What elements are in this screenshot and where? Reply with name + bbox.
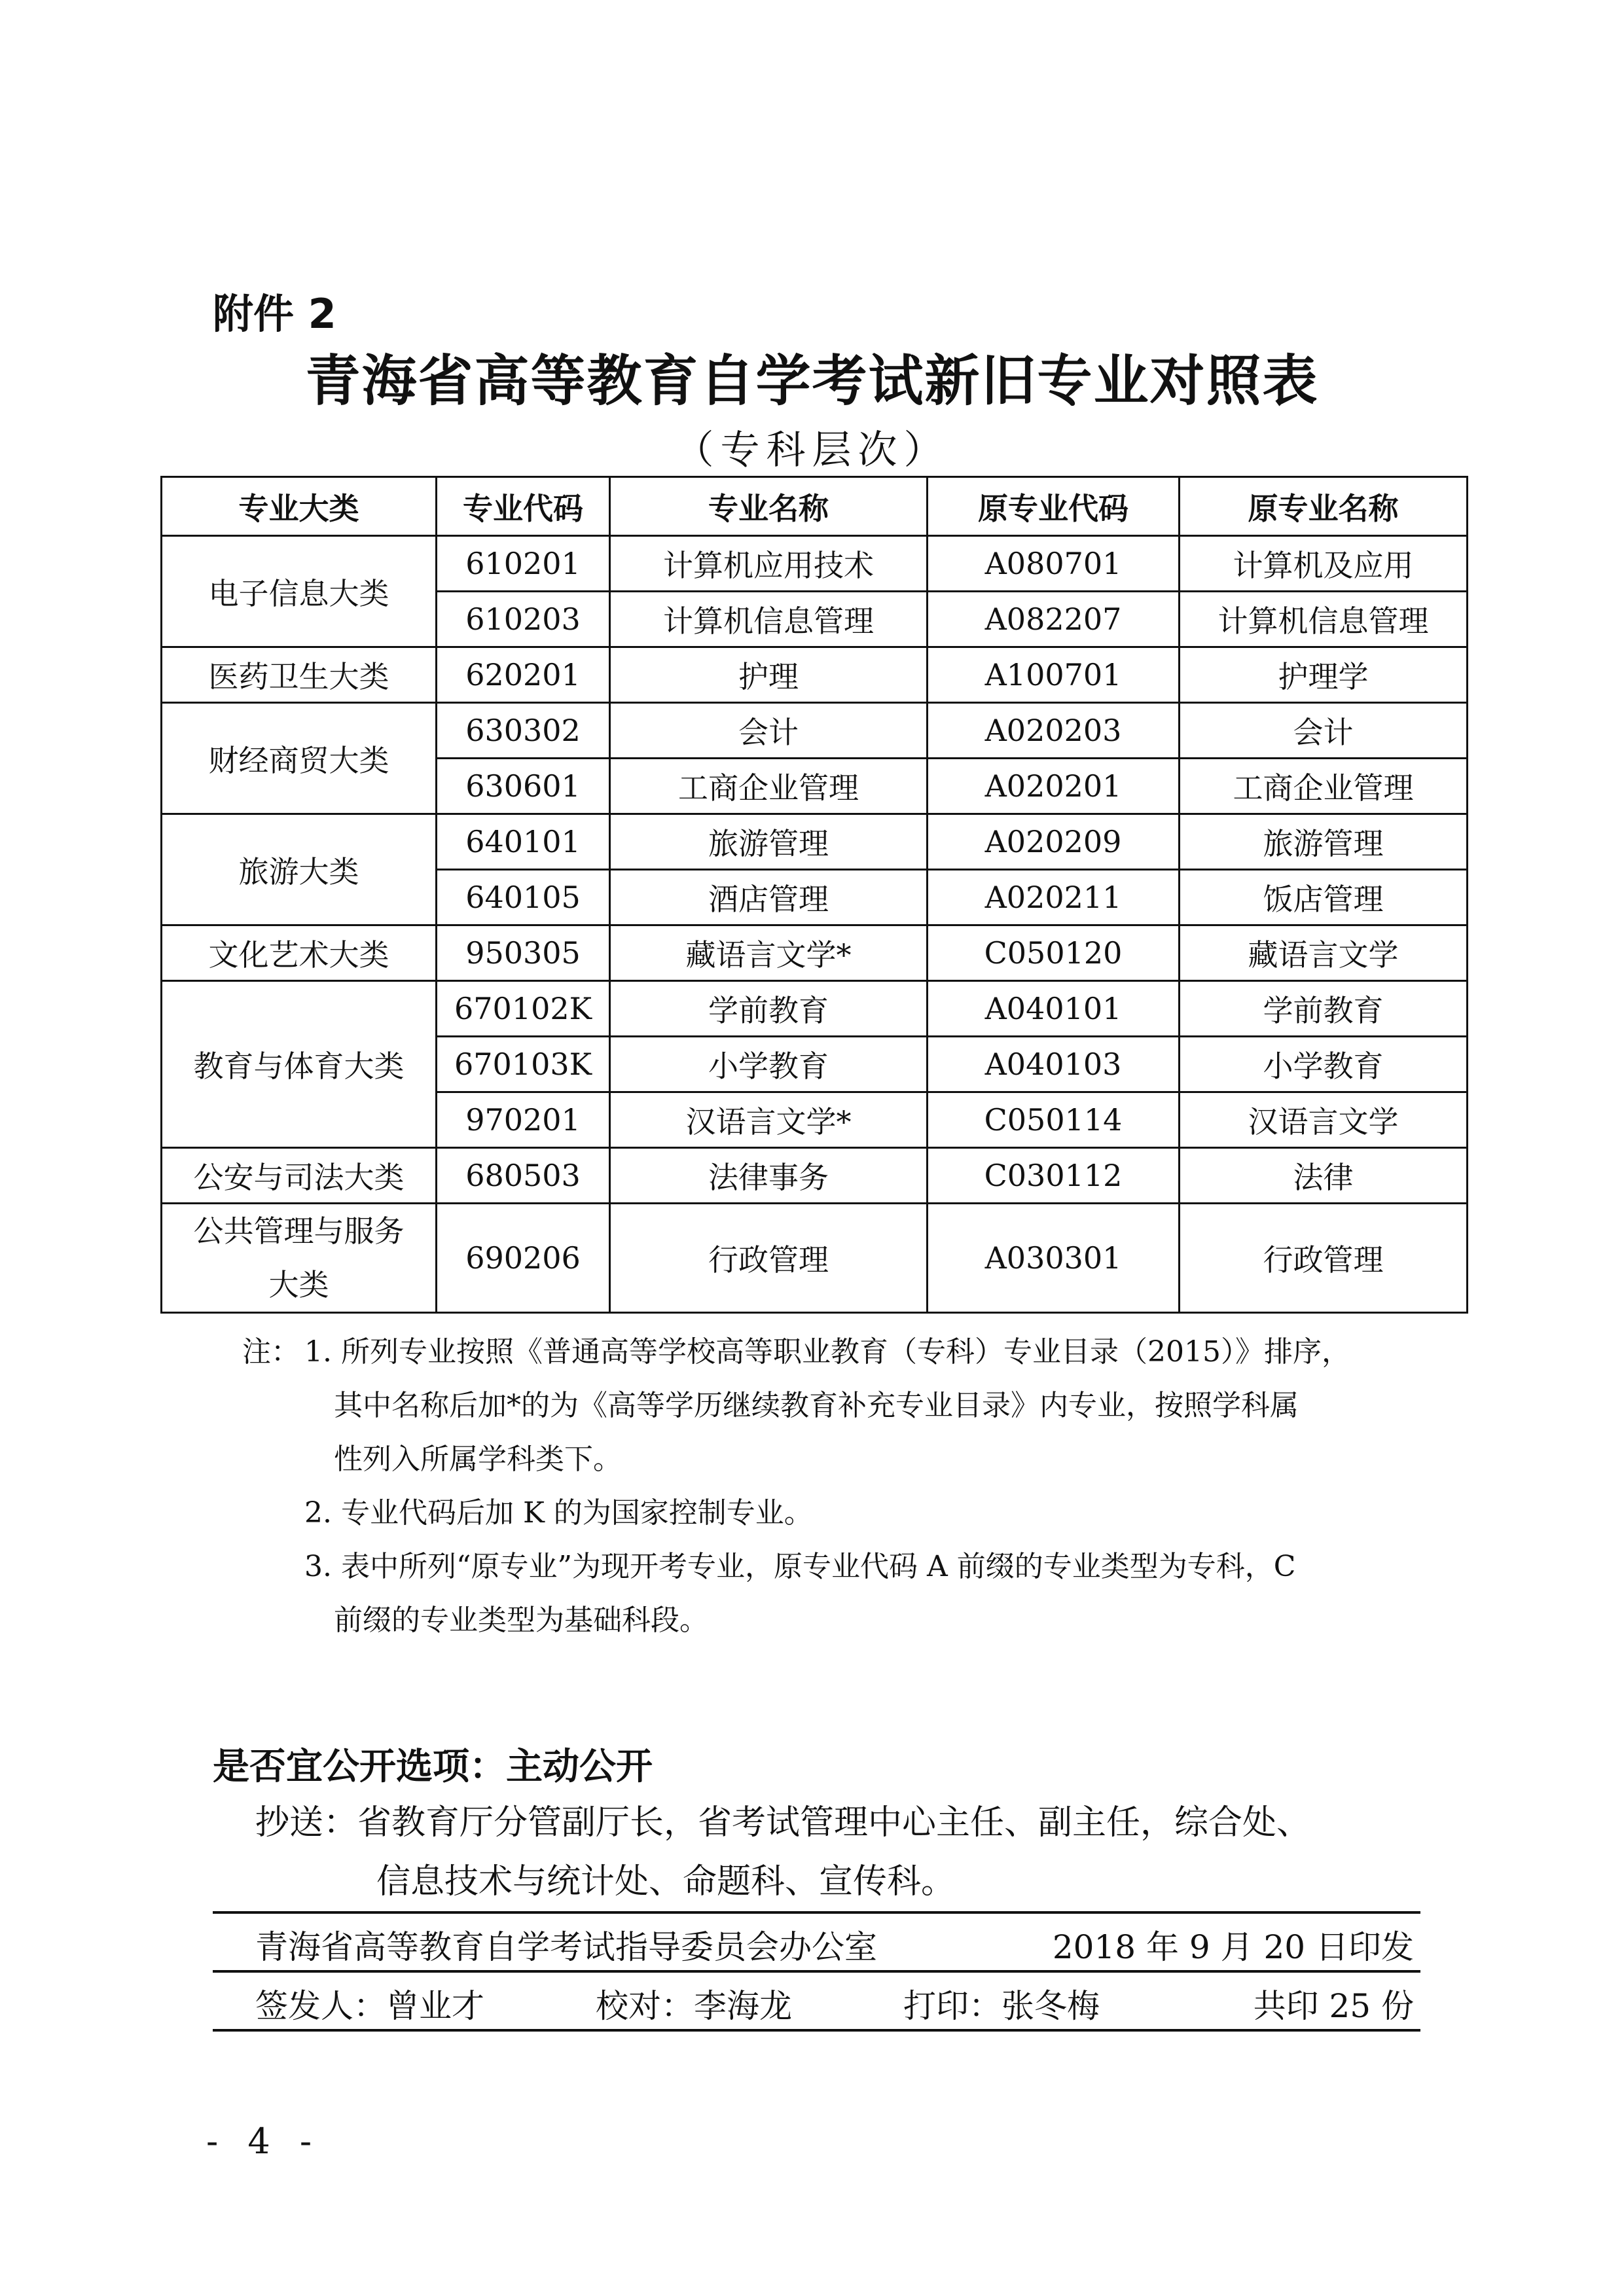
cc-line-2: 信息技术与统计处、命题科、宣传科。 — [376, 1862, 956, 1901]
major-name-cell: 汉语言文学* — [610, 1092, 928, 1148]
attachment-label: 附件 2 — [213, 290, 336, 338]
old-name-cell: 工商企业管理 — [1180, 759, 1468, 814]
major-code-cell: 610201 — [437, 536, 610, 592]
table-notes — [242, 1325, 1420, 1647]
note-3-line-2: 前缀的专业类型为基础科段。 — [334, 1604, 708, 1637]
note-1-line-2: 其中名称后加*的为《高等学历继续教育补充专业目录》内专业，按照学科属 — [334, 1389, 1299, 1422]
table-header-row — [162, 477, 1468, 536]
proofreader: 校对：李海龙 — [596, 1987, 792, 2025]
old-code-cell: C050114 — [928, 1092, 1180, 1148]
major-code-cell: 690206 — [437, 1204, 610, 1313]
printer: 打印：张冬梅 — [903, 1987, 1100, 2025]
note-1-line-3: 性列入所属学科类下。 — [334, 1443, 622, 1476]
old-code-cell: A100701 — [928, 647, 1180, 703]
category-cell: 医药卫生大类 — [162, 647, 437, 703]
old-name-cell: 护理学 — [1180, 647, 1468, 703]
major-name-cell: 学前教育 — [610, 981, 928, 1037]
copies: 共印 25 份 — [1253, 1987, 1414, 2025]
issuer-line — [255, 1921, 1420, 1968]
cc-list — [255, 1793, 1466, 1911]
old-name-cell: 汉语言文学 — [1180, 1092, 1468, 1148]
old-code-cell: A030301 — [928, 1204, 1180, 1313]
major-code-cell: 630302 — [437, 703, 610, 759]
header-code: 专业代码 — [437, 477, 610, 536]
old-name-cell: 计算机及应用 — [1180, 536, 1468, 592]
old-code-cell: A080701 — [928, 536, 1180, 592]
old-code-cell: C050120 — [928, 925, 1180, 981]
divider-bottom — [213, 2029, 1420, 2032]
major-comparison-table — [160, 476, 1468, 1314]
header-old-name: 原专业名称 — [1180, 477, 1468, 536]
old-code-cell: A040103 — [928, 1037, 1180, 1092]
category-line-1: 公共管理与服务 — [193, 1213, 405, 1249]
old-name-cell: 计算机信息管理 — [1180, 592, 1468, 647]
major-code-cell: 620201 — [437, 647, 610, 703]
table-row — [162, 814, 1468, 870]
category-cell: 教育与体育大类 — [162, 981, 437, 1148]
note-3-line-1: 3. 表中所列“原专业”为现开考专业，原专业代码 A 前缀的专业类型为专科，C — [304, 1550, 1296, 1583]
table-row — [162, 703, 1468, 759]
old-code-cell: A020201 — [928, 759, 1180, 814]
major-name-cell: 小学教育 — [610, 1037, 928, 1092]
table-row — [162, 1148, 1468, 1204]
table-row — [162, 1204, 1468, 1313]
old-name-cell: 小学教育 — [1180, 1037, 1468, 1092]
major-name-cell: 法律事务 — [610, 1148, 928, 1204]
major-name-cell: 藏语言文学* — [610, 925, 928, 981]
major-code-cell: 670102K — [437, 981, 610, 1037]
notes-lead: 注： — [242, 1335, 300, 1369]
major-code-cell: 680503 — [437, 1148, 610, 1204]
issuer-name: 青海省高等教育自学考试指导委员会办公室 — [255, 1928, 877, 1966]
table-row — [162, 647, 1468, 703]
major-name-cell: 护理 — [610, 647, 928, 703]
header-old-code: 原专业代码 — [928, 477, 1180, 536]
major-name-cell: 会计 — [610, 703, 928, 759]
category-cell: 电子信息大类 — [162, 536, 437, 647]
major-name-cell: 计算机信息管理 — [610, 592, 928, 647]
table-row — [162, 536, 1468, 592]
header-name: 专业名称 — [610, 477, 928, 536]
page-number: - 4 - — [206, 2121, 321, 2162]
document-subtitle: （专科层次） — [674, 427, 950, 473]
old-name-cell: 行政管理 — [1180, 1204, 1468, 1313]
issue-date: 2018 年 9 月 20 日印发 — [1052, 1928, 1414, 1966]
category-cell: 文化艺术大类 — [162, 925, 437, 981]
major-code-cell: 950305 — [437, 925, 610, 981]
major-name-cell: 计算机应用技术 — [610, 536, 928, 592]
major-name-cell: 行政管理 — [610, 1204, 928, 1313]
old-name-cell: 法律 — [1180, 1148, 1468, 1204]
old-code-cell: A082207 — [928, 592, 1180, 647]
category-cell — [162, 1204, 437, 1313]
header-category: 专业大类 — [162, 477, 437, 536]
major-name-cell: 工商企业管理 — [610, 759, 928, 814]
note-1-line-1: 1. 所列专业按照《普通高等学校高等职业教育（专科）专业目录（2015）》排序， — [304, 1335, 1350, 1369]
table-row — [162, 925, 1468, 981]
major-code-cell: 670103K — [437, 1037, 610, 1092]
major-code-cell: 640101 — [437, 814, 610, 870]
old-name-cell: 学前教育 — [1180, 981, 1468, 1037]
old-code-cell: A020203 — [928, 703, 1180, 759]
category-cell: 公安与司法大类 — [162, 1148, 437, 1204]
major-name-cell: 旅游管理 — [610, 814, 928, 870]
old-name-cell: 饭店管理 — [1180, 870, 1468, 925]
major-name-cell: 酒店管理 — [610, 870, 928, 925]
category-cell: 财经商贸大类 — [162, 703, 437, 814]
category-line-2: 大类 — [268, 1267, 329, 1302]
old-code-cell: A020209 — [928, 814, 1180, 870]
disclosure-option: 是否宜公开选项：主动公开 — [213, 1746, 653, 1788]
divider-top — [213, 1911, 1420, 1914]
old-name-cell: 旅游管理 — [1180, 814, 1468, 870]
old-code-cell: C030112 — [928, 1148, 1180, 1204]
major-code-cell: 640105 — [437, 870, 610, 925]
major-code-cell: 630601 — [437, 759, 610, 814]
signer: 签发人：曾业才 — [255, 1987, 484, 2025]
major-code-cell: 970201 — [437, 1092, 610, 1148]
document-title: 青海省高等教育自学考试新旧专业对照表 — [305, 349, 1319, 413]
major-code-cell: 610203 — [437, 592, 610, 647]
category-cell: 旅游大类 — [162, 814, 437, 925]
old-code-cell: A040101 — [928, 981, 1180, 1037]
divider-middle — [213, 1970, 1420, 1973]
old-name-cell: 会计 — [1180, 703, 1468, 759]
cc-line-1: 抄送：省教育厅分管副厅长，省考试管理中心主任、副主任，综合处、 — [255, 1803, 1311, 1842]
old-code-cell: A020211 — [928, 870, 1180, 925]
table-row — [162, 981, 1468, 1037]
signature-line — [255, 1980, 1420, 2026]
note-2: 2. 专业代码后加 K 的为国家控制专业。 — [304, 1496, 813, 1530]
old-name-cell: 藏语言文学 — [1180, 925, 1468, 981]
